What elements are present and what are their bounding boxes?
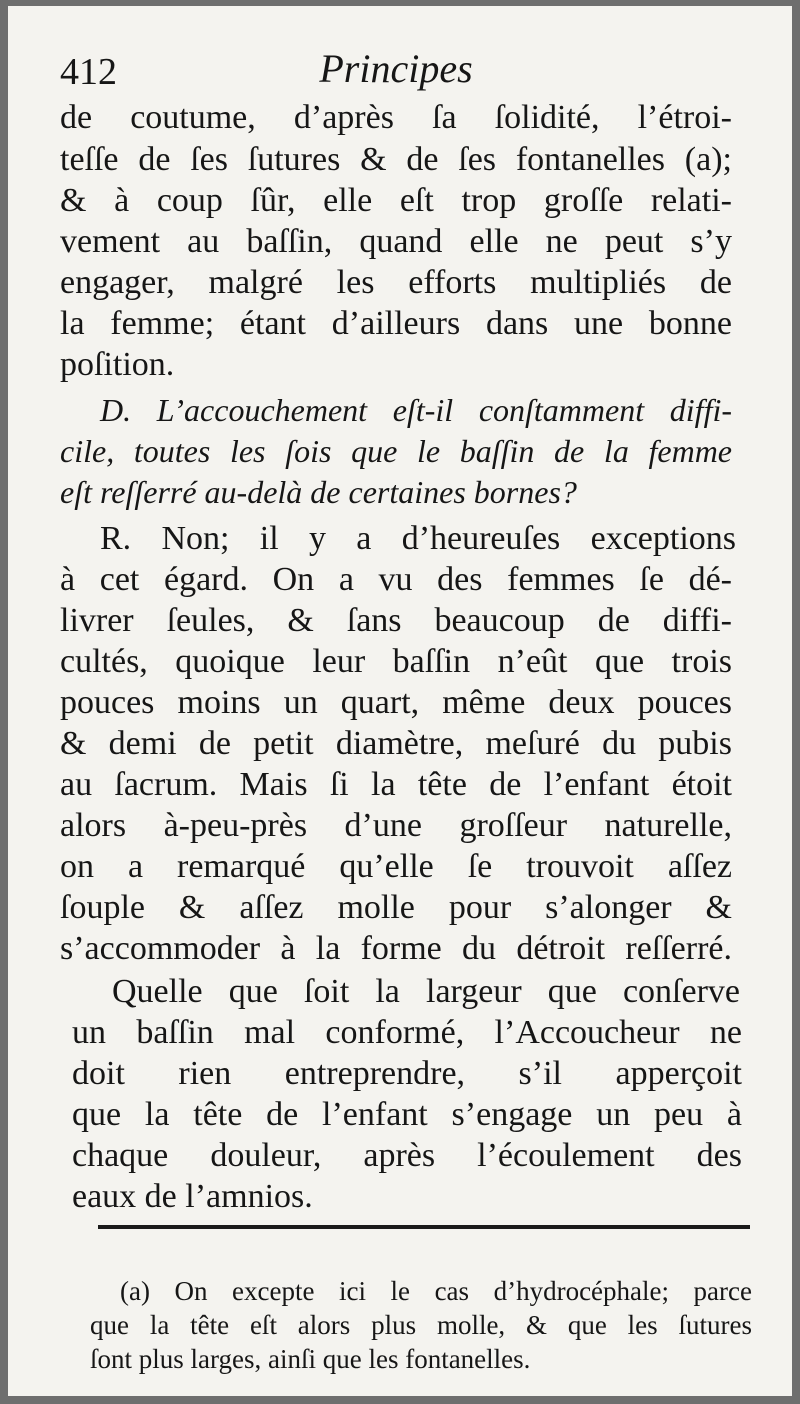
- text-line: la femme; étant d’ailleurs dans une bonne: [60, 305, 732, 342]
- running-title: Principes: [319, 46, 473, 91]
- answer-line: alors à-peu-près d’une groſſeur naturelle,: [60, 807, 732, 844]
- answer-line: R. Non; il y a d’heureuſes exceptions: [100, 520, 736, 557]
- paragraph-line: Quelle que ſoit la largeur que conſerve: [112, 973, 740, 1010]
- paragraph-line: un baſſin mal conformé, l’Accoucheur ne: [72, 1014, 742, 1051]
- answer-line: ſouple & aſſez molle pour s’alonger &: [60, 889, 732, 926]
- page-number: 412: [60, 51, 117, 93]
- paragraph-line: doit rien entreprendre, s’il apperçoit: [72, 1055, 742, 1092]
- paragraph-line: chaque douleur, après l’écoulement des: [72, 1137, 742, 1174]
- answer-line: s’accommoder à la forme du détroit reſſerré.: [60, 930, 732, 967]
- answer-line: & demi de petit diamètre, meſuré du pubis: [60, 725, 732, 762]
- footnote-rule: [98, 1225, 750, 1229]
- question-line: eſt reſſerré au-delà de certaines bornes?: [60, 474, 577, 510]
- text-line: de coutume, d’après ſa ſolidité, l’étroi-: [60, 99, 732, 136]
- answer-line: à cet égard. On a vu des femmes ſe dé-: [60, 561, 732, 598]
- text-line: vement au baſſin, quand elle ne peut s’y: [60, 223, 732, 260]
- footnote-line: ſont plus larges, ainſi que les fontanelles.: [90, 1344, 531, 1374]
- answer-line: au ſacrum. Mais ſi la tête de l’enfant étoit: [60, 766, 732, 803]
- paragraph-line: eaux de l’amnios.: [72, 1178, 313, 1215]
- question-line: D. L’accouchement eſt-il conſtamment diffi-: [100, 392, 732, 428]
- answer-line: livrer ſeules, & ſans beaucoup de diffi-: [60, 602, 732, 639]
- book-page: [8, 6, 792, 1396]
- answer-line: pouces moins un quart, même deux pouces: [60, 684, 732, 721]
- text-line: poſition.: [60, 346, 175, 383]
- footnote-line: (a) On excepte ici le cas d’hydrocéphale; parce: [120, 1276, 752, 1306]
- text-line: engager, malgré les efforts multipliés de: [60, 264, 732, 301]
- page-header: [60, 46, 732, 92]
- text-line: & à coup ſûr, elle eſt trop groſſe relati-: [60, 182, 732, 219]
- text-line: teſſe de ſes ſutures & de ſes fontanelles (a);: [60, 141, 732, 178]
- question-line: cile, toutes les ſois que le baſſin de la femme: [60, 433, 732, 469]
- paragraph-line: que la tête de l’enfant s’engage un peu à: [72, 1096, 742, 1133]
- footnote-line: que la tête eſt alors plus molle, & que les ſutures: [90, 1310, 752, 1340]
- answer-line: cultés, quoique leur baſſin n’eût que trois: [60, 643, 732, 680]
- answer-line: on a remarqué qu’elle ſe trouvoit aſſez: [60, 848, 732, 885]
